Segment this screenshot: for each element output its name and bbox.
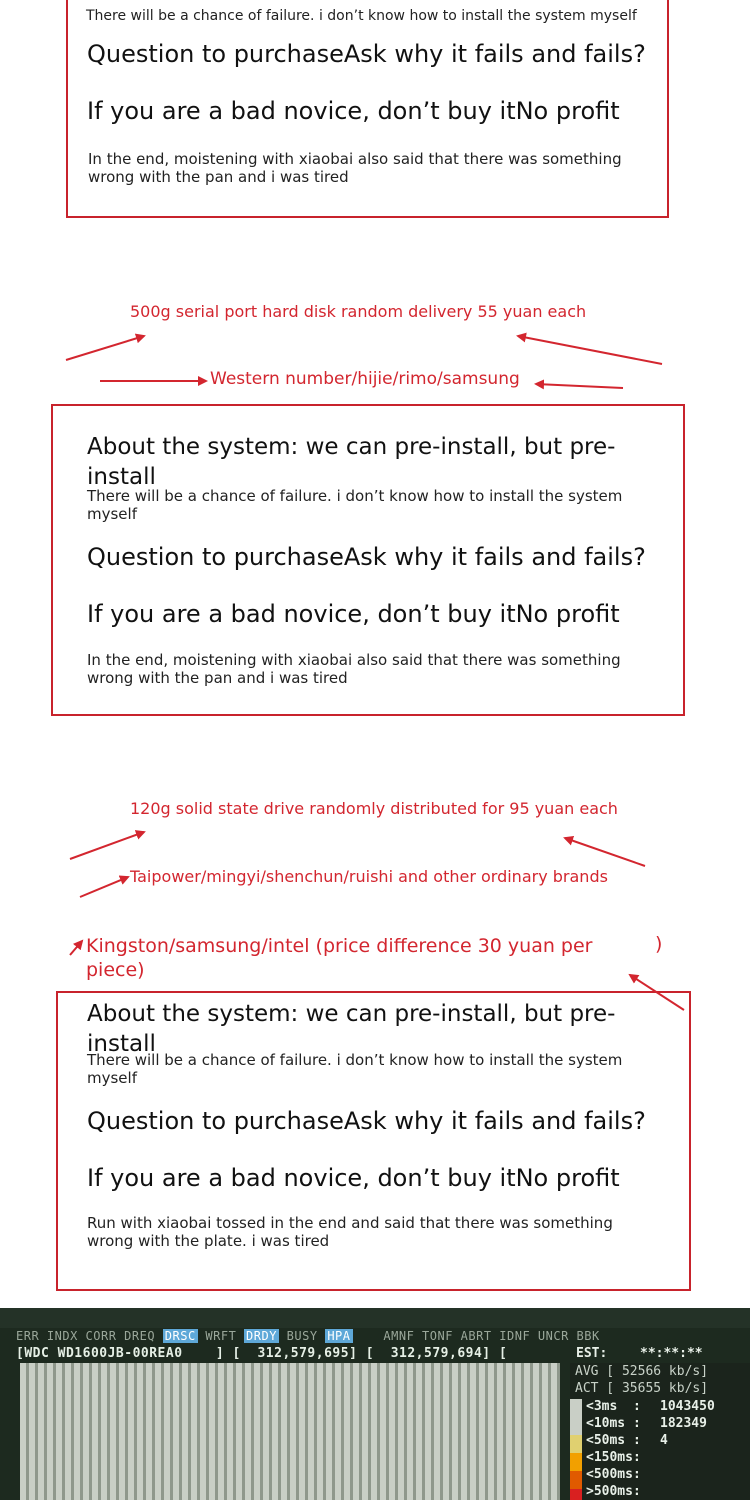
sector-map <box>20 1363 560 1500</box>
latency-label: <10ms : <box>586 1416 641 1431</box>
hdd-offer-brands: Western number/hijie/rimo/samsung <box>210 369 520 389</box>
novice-text: If you are a bad novice, don’t buy itNo profit <box>87 97 620 125</box>
question-text: Question to purchaseAsk why it fails and fails? <box>87 1107 646 1135</box>
ending-text: In the end, moistening with xiaobai also said that there was something wrong with the pan and i was tired <box>87 651 621 687</box>
arrow-icon <box>518 336 662 364</box>
arrow-icon <box>80 877 128 897</box>
system-text: About the system: we can pre-install, but pre-install <box>87 1001 616 1057</box>
arrow-icon <box>70 941 82 955</box>
arrow-icon <box>536 384 623 388</box>
drive-model-line: [WDC WD1600JB-00REA0 ] [ 312,579,695] [ 312,579,694] [ <box>16 1346 508 1361</box>
latency-bar <box>570 1489 582 1500</box>
latency-bar <box>570 1417 582 1435</box>
est-label: EST: <box>576 1346 608 1361</box>
est-value: **:**:** <box>640 1346 703 1361</box>
latency-label: <50ms : <box>586 1433 641 1448</box>
hdd-test-screenshot <box>0 1308 750 1500</box>
latency-bar <box>570 1471 582 1489</box>
status-legend: ERR INDX CORR DREQ DRSC WRFT DRDY BUSY HPA AMNF TONF ABRT IDNF UNCR BBK <box>16 1329 600 1343</box>
hdd-offer-title: 500g serial port hard disk random delivery 55 yuan each <box>130 302 587 321</box>
ssd-premium-brands: Kingston/samsung/intel (price difference 30 yuan per piece) <box>86 935 593 981</box>
system-text: About the system: we can pre-install, but pre-install <box>87 434 616 490</box>
ssd-offer-brands: Taipower/mingyi/shenchun/ruishi and other ordinary brands <box>130 867 608 886</box>
latency-label: <3ms : <box>586 1399 641 1414</box>
ssd-premium-paren: ) <box>655 933 663 955</box>
latency-label: <500ms: <box>586 1467 641 1482</box>
latency-value: 1043450 <box>660 1399 715 1414</box>
arrow-icon <box>66 336 144 360</box>
ending-text: In the end, moistening with xiaobai also said that there was something wrong with the pan and i was tired <box>88 150 622 186</box>
failure-text: There will be a chance of failure. i don’t know how to install the system myself <box>87 1051 623 1087</box>
act-speed: ACT [ 35655 kb/s] <box>575 1381 709 1396</box>
arrow-icon <box>565 838 645 866</box>
screen-bezel <box>0 1308 750 1328</box>
failure-text: There will be a chance of failure. i don’t know how to install the system myself <box>86 8 637 24</box>
question-text: Question to purchaseAsk why it fails and fails? <box>87 543 646 571</box>
arrow-icon <box>70 832 144 859</box>
novice-text: If you are a bad novice, don’t buy itNo profit <box>87 1164 620 1192</box>
latency-bar <box>570 1453 582 1471</box>
novice-text: If you are a bad novice, don’t buy itNo profit <box>87 600 620 628</box>
ssd-offer-title: 120g solid state drive randomly distributed for 95 yuan each <box>130 799 618 818</box>
ending-text: Run with xiaobai tossed in the end and said that there was something wrong with the plate. i was tired <box>87 1214 613 1250</box>
question-text: Question to purchaseAsk why it fails and fails? <box>87 40 646 68</box>
failure-text: There will be a chance of failure. i don’t know how to install the system myself <box>87 487 623 523</box>
latency-label: <150ms: <box>586 1450 641 1465</box>
avg-speed: AVG [ 52566 kb/s] <box>575 1364 709 1379</box>
latency-value: 182349 <box>660 1416 707 1431</box>
arrow-icon <box>630 975 684 1010</box>
latency-label: >500ms: <box>586 1484 641 1499</box>
latency-bar <box>570 1399 582 1417</box>
latency-value: 4 <box>660 1433 668 1448</box>
latency-bar <box>570 1435 582 1453</box>
